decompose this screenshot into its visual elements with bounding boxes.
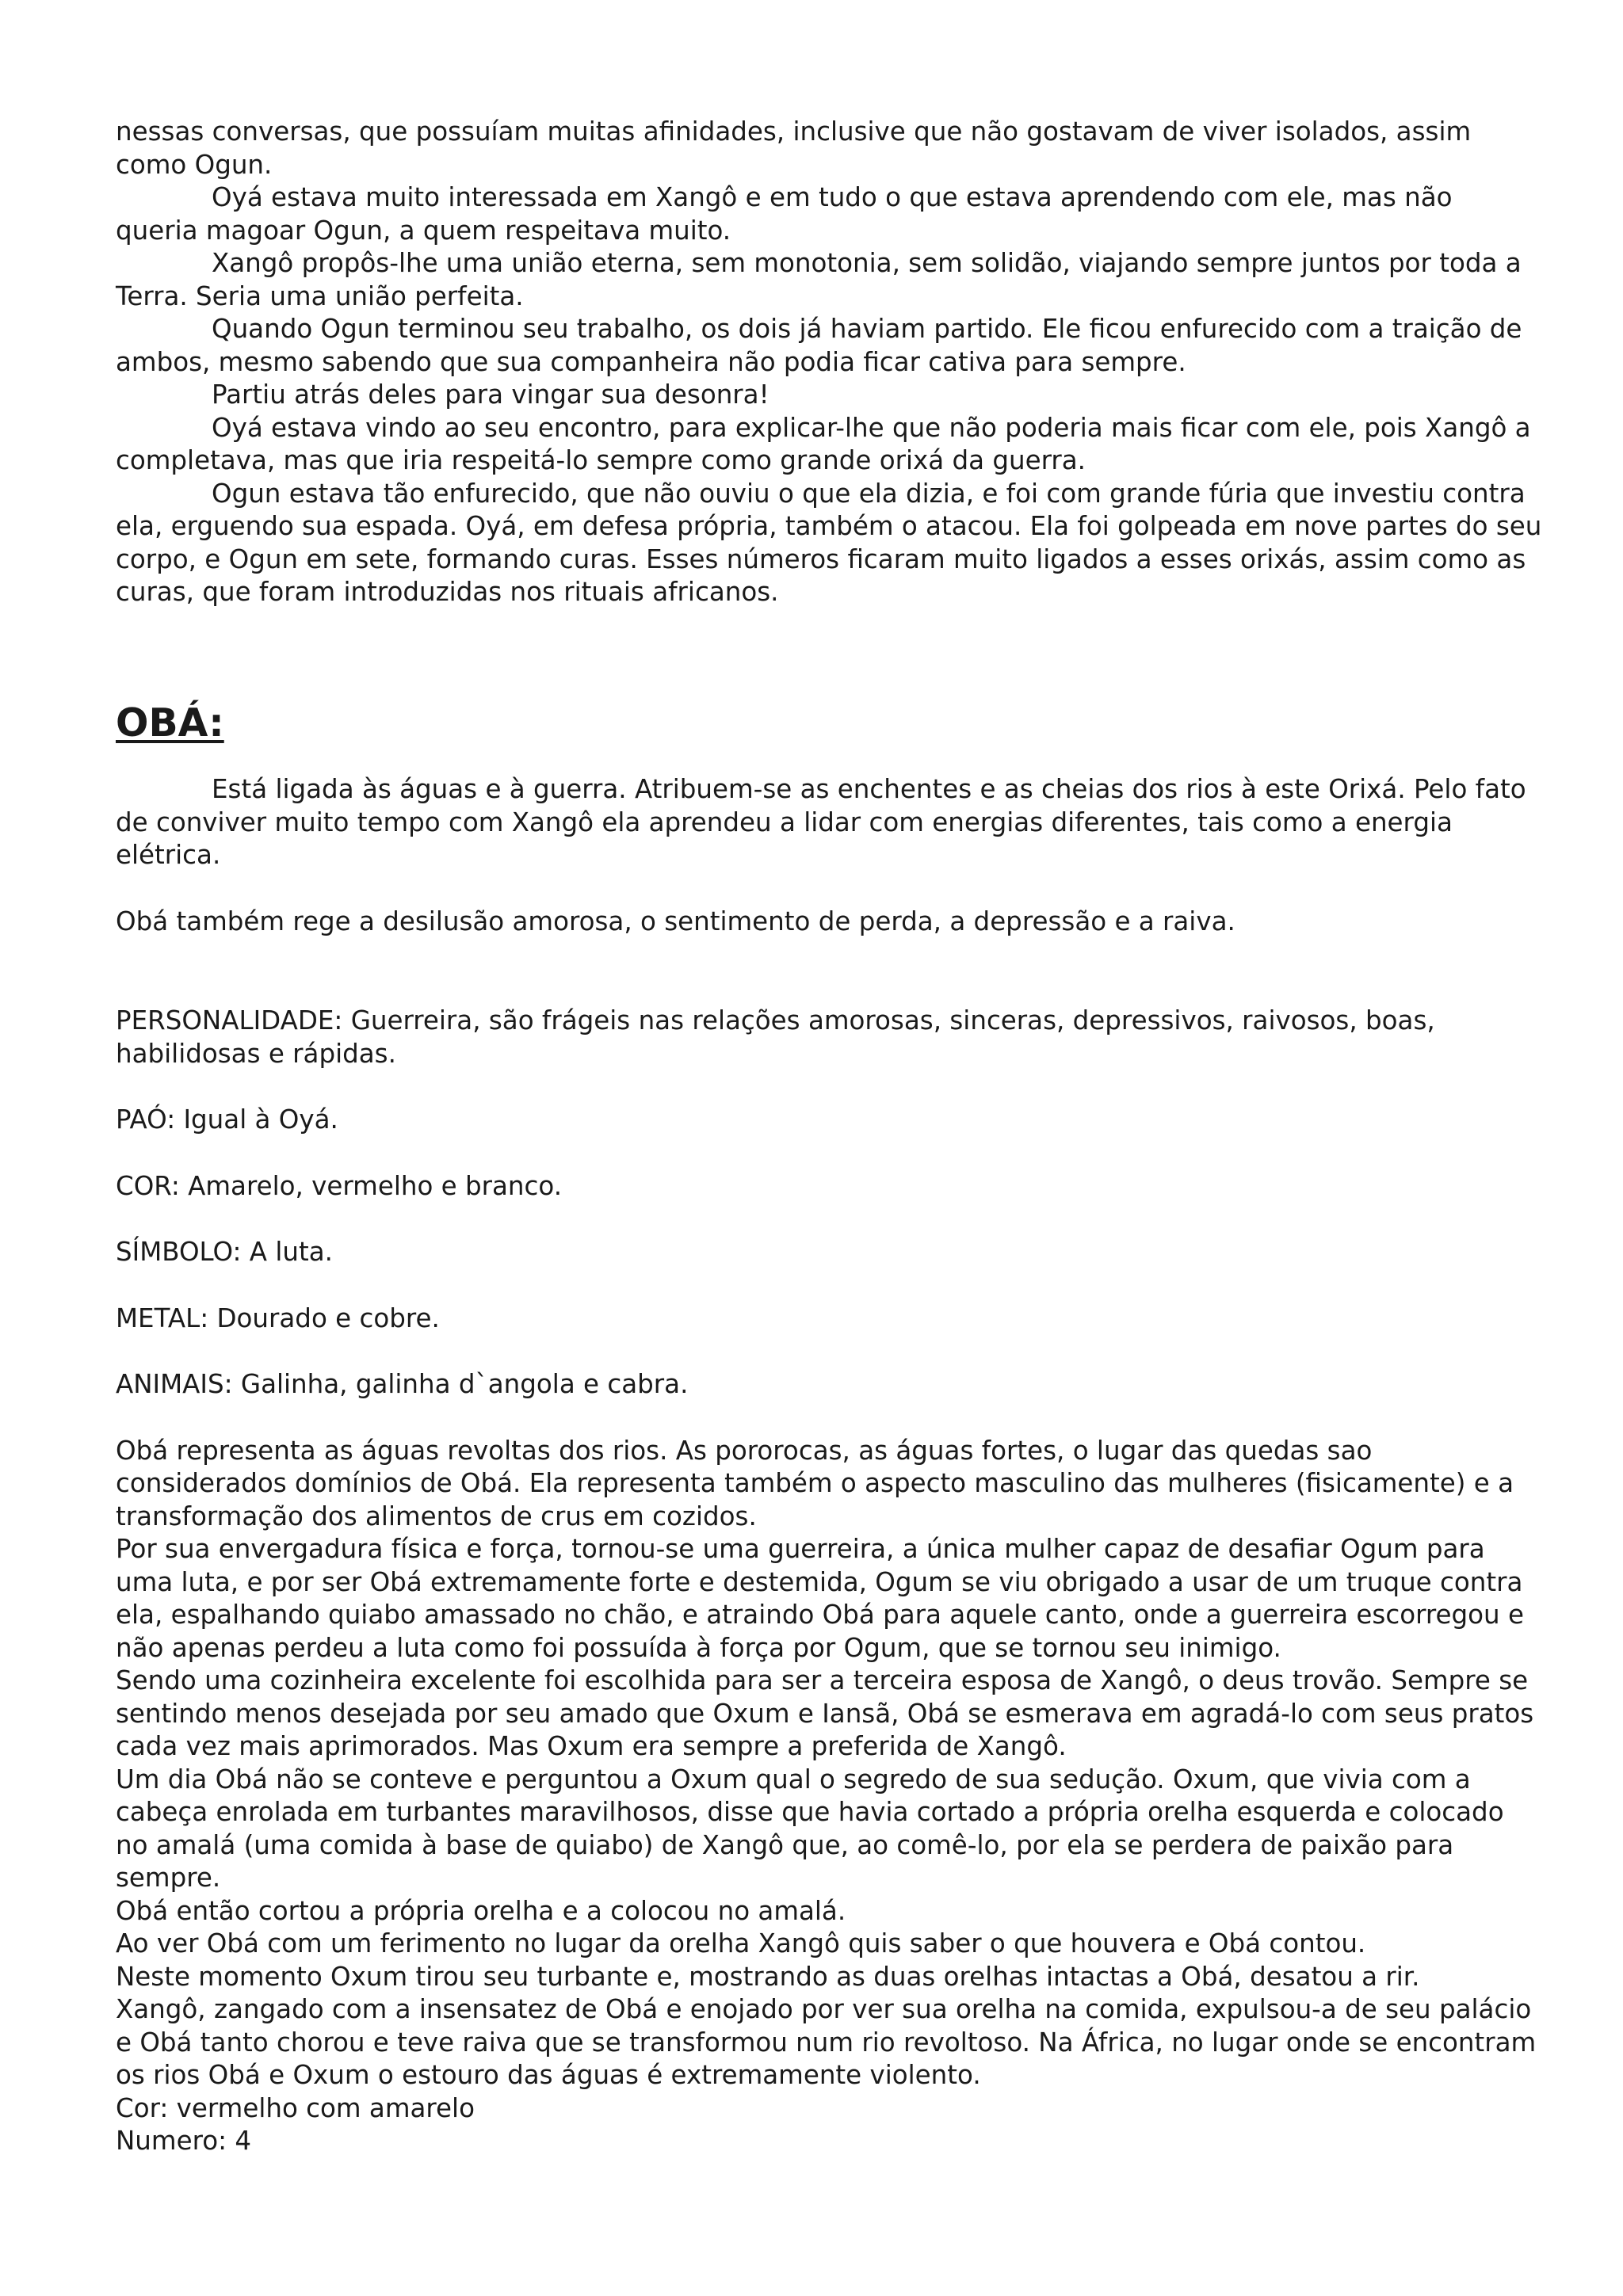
oba-intro: Está ligada às águas e à guerra. Atribuem-se as enchentes e as cheias dos rios à este Orixá. Pelo fato de conviver muito tempo com Xangô ela aprendeu a lidar com energias diferentes, tais como a energia elétrica. [116,774,1526,870]
story-paragraph: Partiu atrás deles para vingar sua desonra! [212,379,769,410]
oba-story-paragraph: Obá então cortou a própria orelha e a colocou no amalá. [116,1895,846,1926]
story-paragraph: Xangô propôs-lhe uma união eterna, sem monotonia, sem solidão, viajando sempre juntos por toda a Terra. Seria uma união perfeita. [116,248,1522,311]
oba-story-paragraph: Obá representa as águas revoltas dos rios. As pororocas, as águas fortes, o lugar das quedas sao considerados domínios de Obá. Ela representa também o aspecto masculino das mulheres (fisicamente) e a transformação dos alimentos de crus em cozidos. [116,1435,1514,1531]
oba-story-paragraph: Sendo uma cozinheira excelente foi escolhida para ser a terceira esposa de Xangô, o deus trovão. Sempre se sentindo menos desejada por seu amado que Oxum e Iansã, Obá se esmerava em agradá-lo com seus pratos cada vez mais aprimorados. Mas Oxum era sempre a preferida de Xangô. [116,1665,1534,1761]
story-paragraph: Quando Ogun terminou seu trabalho, os dois já haviam partido. Ele ficou enfurecido com a traição de ambos, mesmo sabendo que sua companheira não podia ficar cativa para sempre. [116,314,1522,377]
oba-rege: Obá também rege a desilusão amorosa, o sentimento de perda, a depressão e a raiva. [116,906,1235,936]
oba-story-paragraph: Por sua envergadura física e força, tornou-se uma guerreira, a única mulher capaz de desafiar Ogum para uma luta, e por ser Obá extremamente forte e destemida, Ogum se viu obrigado a usar de um truque contra ela, espalhando quiabo amassado no chão, e atraindo Obá para aquele canto, onde a guerreira escorregou e não apenas perdeu a luta como foi possuída à força por Ogum, que se tornou seu inimigo. [116,1534,1524,1663]
oba-cor: COR: Amarelo, vermelho e branco. [116,1170,563,1201]
story-paragraph: Ogun estava tão enfurecido, que não ouviu o que ela dizia, e foi com grande fúria que investiu contra ela, erguendo sua espada. Oyá, em defesa própria, também o atacou. Ela foi golpeada em nove partes do seu corpo, e Ogun em sete, formando curas. Esses números ficaram muito ligados a esses orixás, assim como as curas, que foram introduzidas nos rituais africanos. [116,478,1542,607]
oba-animais: ANIMAIS: Galinha, galinha d`angola e cabra. [116,1369,689,1399]
document-page [116,116,1542,2158]
oba-simbolo: SÍMBOLO: A luta. [116,1237,333,1267]
oba-personalidade: PERSONALIDADE: Guerreira, são frágeis nas relações amorosas, sinceras, depressivos, raivosos, boas, habilidosas e rápidas. [116,1005,1435,1069]
oba-story-paragraph: Ao ver Obá com um ferimento no lugar da orelha Xangô quis saber o que houvera e Obá contou. [116,1928,1366,1958]
story-paragraph: nessas conversas, que possuíam muitas afinidades, inclusive que não gostavam de viver isolados, assim como Ogun. [116,116,1472,180]
oba-story-paragraph: Um dia Obá não se conteve e perguntou a Oxum qual o segredo de sua sedução. Oxum, que vivia com a cabeça enrolada em turbantes maravilhosos, disse que havia cortado a própria orelha esquerda e colocado no amalá (uma comida à base de quiabo) de Xangô que, ao comê-lo, por ela se perdera de paixão para sempre. [116,1764,1504,1893]
oba-story-paragraph: Neste momento Oxum tirou seu turbante e, mostrando as duas orelhas intactas a Obá, desatou a rir. [116,1961,1420,1992]
oba-story-paragraph: Xangô, zangado com a insensatez de Obá e enojado por ver sua orelha na comida, expulsou-a de seu palácio e Obá tanto chorou e teve raiva que se transformou num rio revoltoso. Na África, no lugar onde se encontram os rios Obá e Oxum o estouro das águas é extremamente violento. [116,1994,1537,2090]
oba-numero: Numero: 4 [116,2126,252,2156]
oba-metal: METAL: Dourado e cobre. [116,1302,440,1333]
story-paragraph: Oyá estava muito interessada em Xangô e em tudo o que estava aprendendo com ele, mas não queria magoar Ogun, a quem respeitava muito. [116,182,1453,246]
story-paragraph: Oyá estava vindo ao seu encontro, para explicar-lhe que não poderia mais ficar com ele, pois Xangô a completava, mas que iria respeitá-lo sempre como grande orixá da guerra. [116,412,1531,475]
oba-cor-final: Cor: vermelho com amarelo [116,2092,475,2123]
oba-pao: PAÓ: Igual à Oyá. [116,1104,338,1135]
section-heading-oba: OBÁ: [116,700,224,746]
